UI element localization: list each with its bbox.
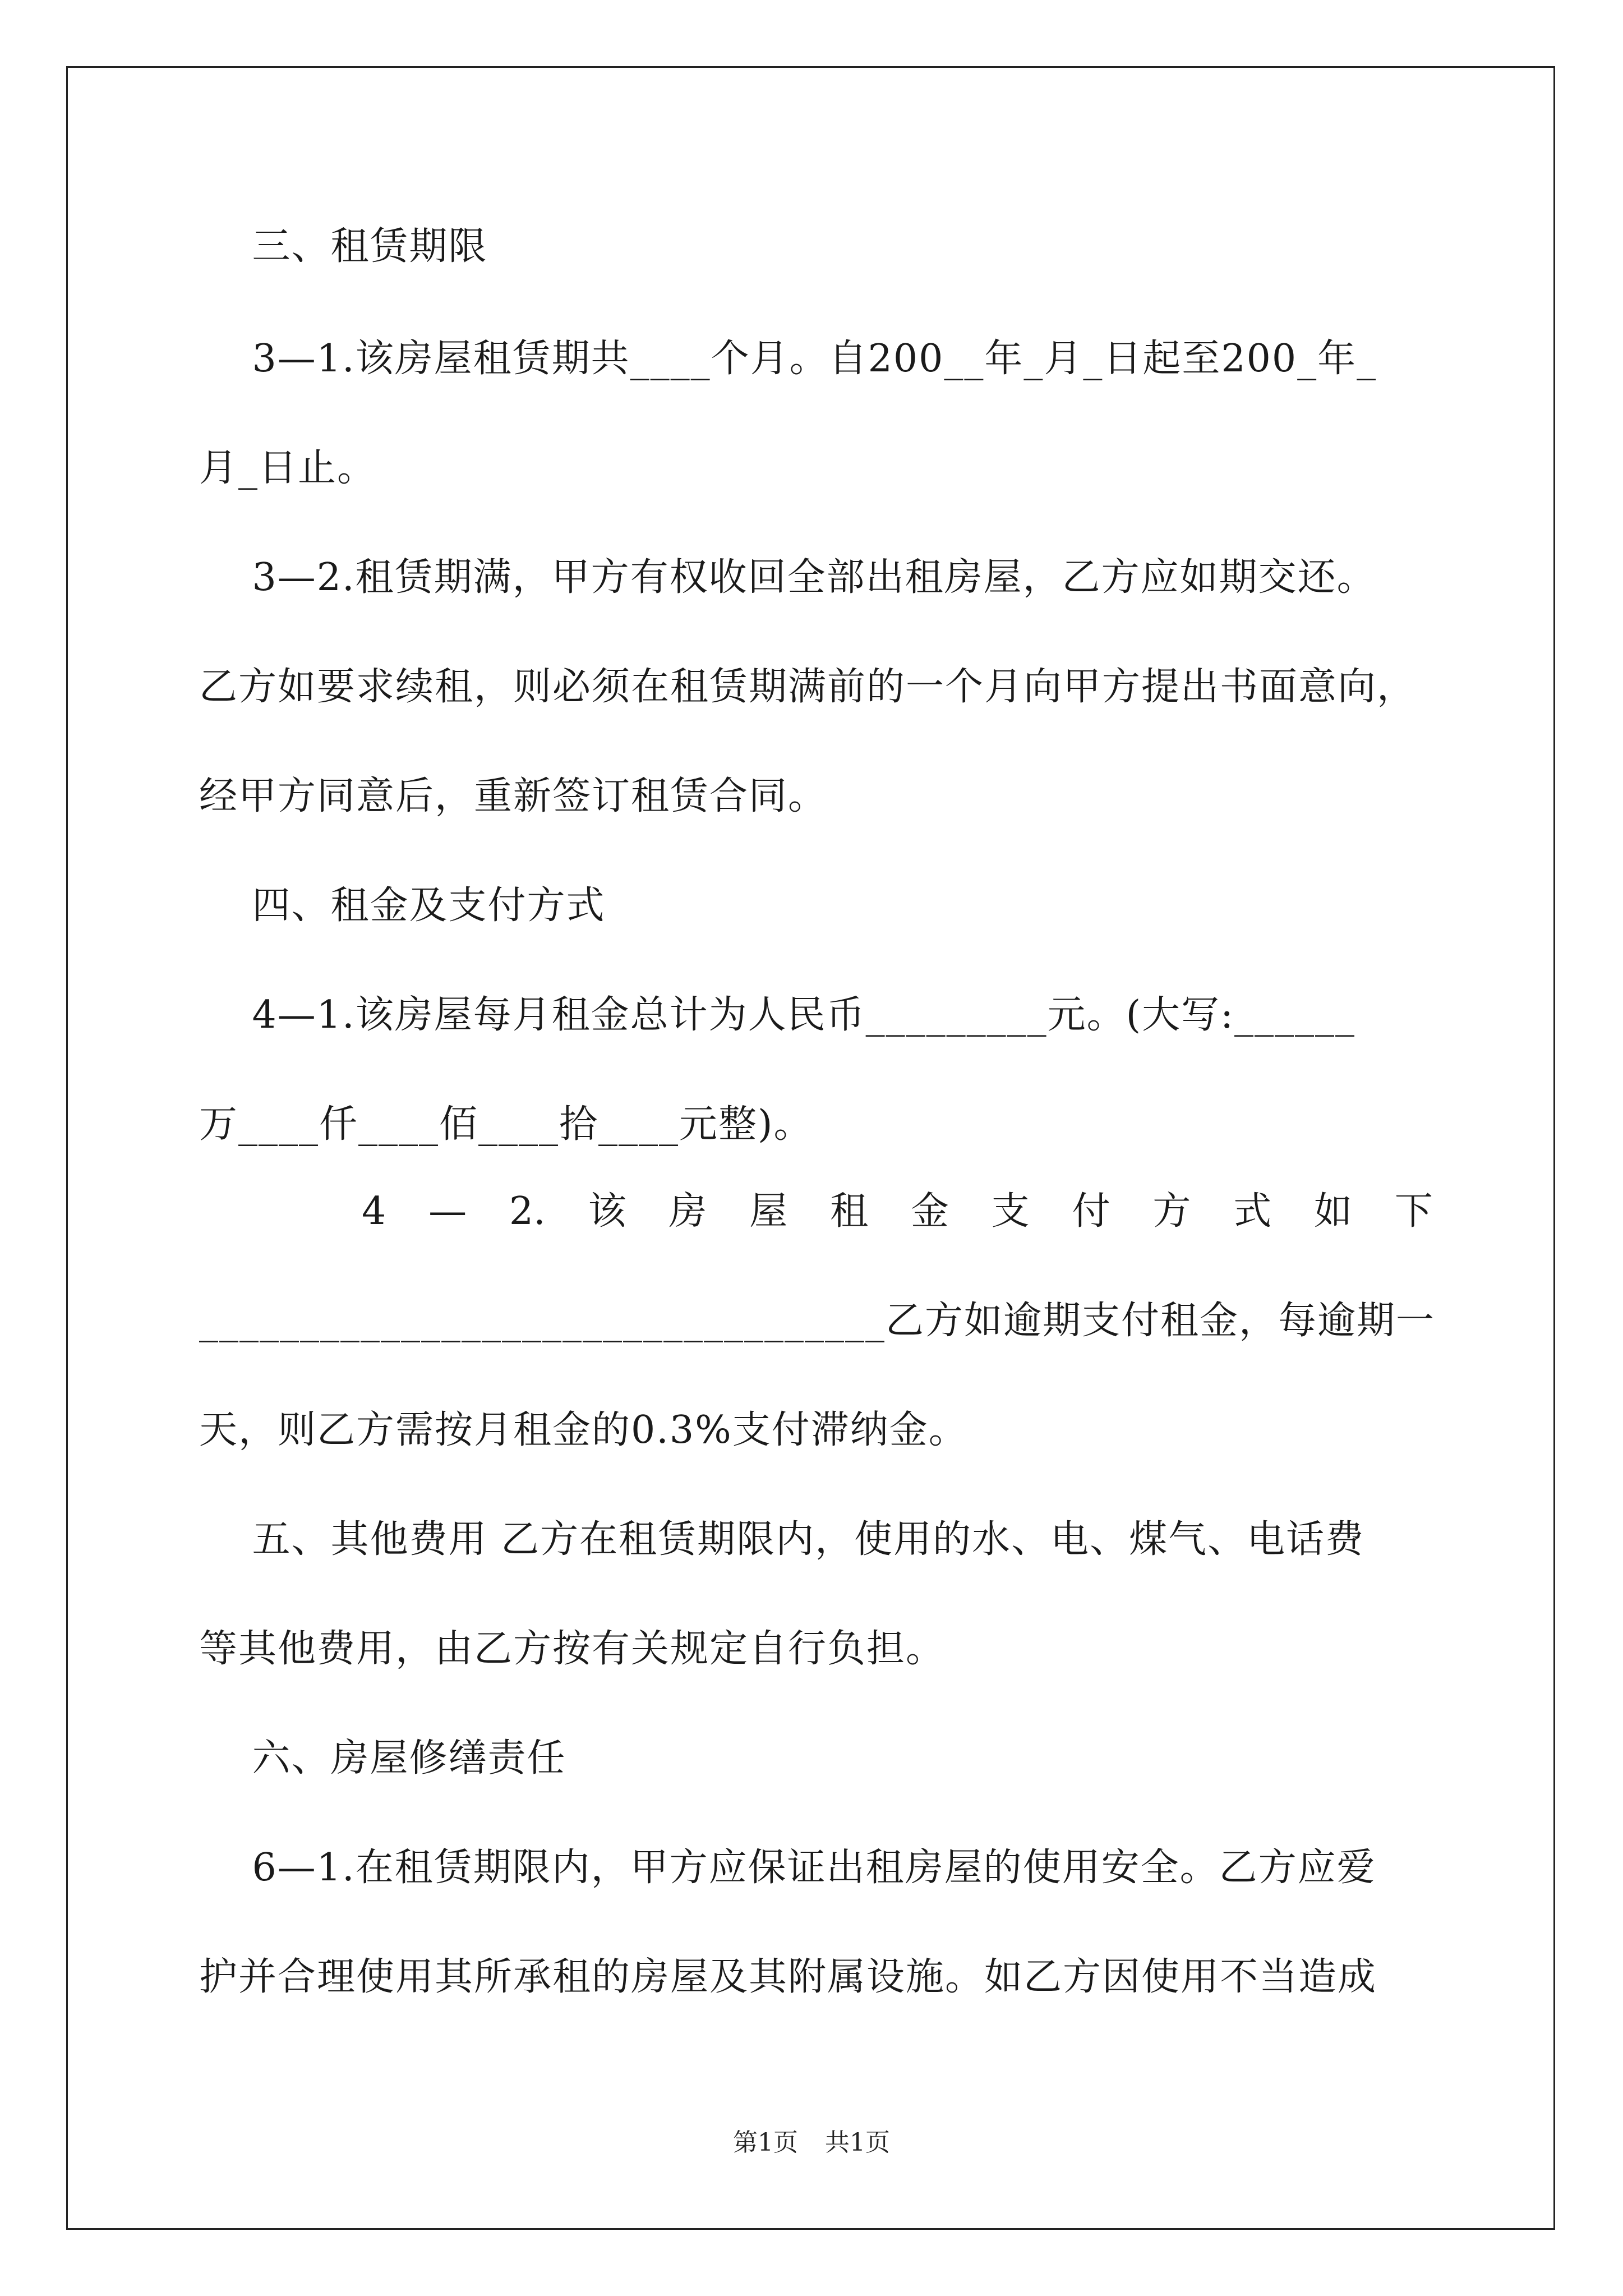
page-footer [0,2126,1623,2160]
justified-char: 支 [991,1189,1030,1234]
justified-char: 付 [1072,1189,1110,1234]
justified-char: 金 [910,1189,949,1234]
justified-char: 屋 [749,1189,788,1234]
paragraph-line: 护并合理使用其所承租的房屋及其附属设施。如乙方因使用不当造成 [199,1955,1377,1999]
section-heading-other-fees: 五、其他费用 乙方在租赁期限内，使用的水、电、煤气、电话费 [199,1517,1365,1562]
paragraph-line: 3—1.该房屋租赁期共____个月。自200__年_月_日起至200_年_ [199,337,1377,381]
paragraph-line: 6—1.在租赁期限内，甲方应保证出租房屋的使用安全。乙方应爱 [199,1846,1376,1890]
paragraph-line: __________________________________乙方如逾期支付租金，每逾期一 [199,1299,1436,1343]
paragraph-line: 3—2.租赁期满，甲方有权收回全部出租房屋，乙方应如期交还。 [199,555,1376,600]
page-total: 共1页 [825,2128,890,2157]
justified-char: 式 [1233,1189,1272,1234]
justified-char: — [428,1189,467,1234]
section-heading-repairs: 六、房屋修缮责任 [199,1736,566,1780]
justified-char: 4 [362,1189,386,1234]
justified-char: 该 [588,1189,626,1234]
justified-char: 方 [1152,1189,1191,1234]
paragraph-line: 月_日止。 [199,446,377,490]
justified-char: 如 [1314,1189,1353,1234]
justified-char: 房 [668,1189,707,1234]
paragraph-line: 经甲方同意后，重新签订租赁合同。 [199,774,828,818]
paragraph-line: 等其他费用，由乙方按有关规定自行负担。 [199,1627,946,1671]
justified-char: 下 [1394,1189,1433,1234]
section-heading-lease-term: 三、租赁期限 [199,224,488,269]
page-number: 第1页 [733,2128,798,2157]
paragraph-line: 天，则乙方需按月租金的0.3%支付滞纳金。 [199,1408,968,1452]
justified-char: 租 [830,1189,869,1234]
section-heading-rent: 四、租金及支付方式 [199,884,606,928]
paragraph-line: 万____仟____佰____拾____元整)。 [199,1102,813,1147]
paragraph-line: 4—1.该房屋每月租金总计为人民币_________元。(大写:______ [199,993,1356,1037]
paragraph-line: 乙方如要求续租，则必须在租赁期满前的一个月向甲方提出书面意向， [199,665,1417,709]
justified-char: 2. [509,1189,546,1234]
justified-paragraph-line [362,1186,1433,1237]
